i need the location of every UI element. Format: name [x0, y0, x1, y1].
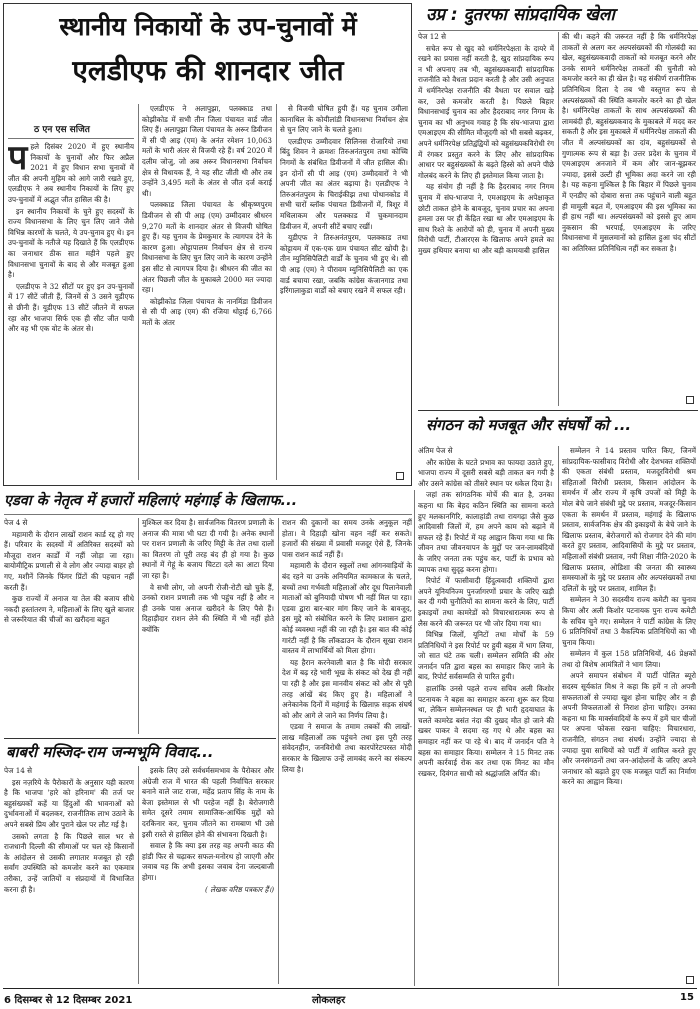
story2-column-2: [562, 32, 696, 402]
story1-paragraph: पलक्काड जिला पंचायत के श्रीकृष्णपुरम डिवीजन से सी पी आइ (एम) उम्मीदवार श्रीधरन 9,270 मतों के शानदार अंतर से विजयी घोषित हुए हैं। यह चुनाव के प्रेमकुमार के त्यागपत्र देने के कारण हुआ। ओट्टापालम निर्वाचन क्षेत्र से राज्य विधानसभा के लिए चुन लिए जाने के कारण उन्होंने इस सीट से त्यागपत्र दिया है। श्रीधरन की जीत का अंतर पिछली जीत के मुकाबले 2000 मत ज्यादा रहा।: [142, 200, 272, 295]
story5-column-rule: [138, 766, 139, 984]
story2-column-rule: [558, 32, 559, 406]
story1-column-rule: [276, 104, 277, 480]
story3-paragraph: हालांकि उनसे पहले राज्य सचिव अली किशोर पटनायक ने बहस का समाहार करना शुरू कर दिया था, लेकिन सम्मेलनस्थल पर ही भारी हृदयाघात के चलते कामरेड बसंत नंदा की दुखद मौत हो जाने की खबर पाकर वे सदमा रह गए थे और बहस का समाहार नहीं कर पा रहे थे। बाद में जनार्दन पति ने बहस का समाहार किया। सम्मेलन ने 15 मिनट तक अपनी कार्रवाई रोक कर तथा एक मिनट का मौन रखकर, दिवंगत साथी को श्रद्धांजलि अर्पित की।: [418, 684, 554, 778]
story4-paragraph: महामारी के दौरान लाखों राशन कार्ड रद्द हो गए हैं। परिवार के सदस्यों में अतिरिक्त सदस्यों को मौजूदा राशन कार्डों में नहीं जोड़ा जा रहा। बायोमीट्रिक प्रणाली से वे लोग और ज्यादा बाहर हो गए, मशीनें जिनके फिंगर प्रिंटों की पहचान नहीं करती हैं।: [4, 529, 134, 592]
story5-paragraph: इसके लिए उसे सर्वधर्मसमभाव के पैरोकार और अंग्रेजी राज में भारत की पहली निर्वाचित सरकार बनाने वाले जाट राजा, महेंद्र प्रताप सिंह के नाम के बेजा इस्तेमाल से भी परहेज नहीं है। बेरोजगारी समेत दूसरे तमाम सामाजिक-आर्थिक मुद्दों को दरकिनार कर, चुनाव जीतने का रामबाण भी उसे इसी रास्ते से हासिल होने की संभावना दिखती है।: [142, 766, 274, 839]
story4-paragraph: कुछ राज्यों में अनाज या तेल की बजाय सीधे नकदी हस्तांतरण ने, महिलाओं के लिए खुले बाजार से जरूरियात की चीजों का खरीदना बहुत: [4, 594, 134, 625]
story4-paragraph: महामारी के दौरान स्कूलों तथा आंगनवाड़ियों के बंद रहने या उनके अनियमित कामकाज के चलते, बच्चों तथा गर्भवती महिलाओं और दूध पिलानेवाली माताओं को बुनियादी पोषण भी नहीं मिल पा रहा। एडवा द्वारा बार-बार मांग किए जाने के बावजूद, इस मुद्दे को संबोधित करने के लिए प्रशासन द्वारा कोई व्यवस्था नहीं की जा रही है। इस बात की कोई गारंटी नहीं है कि लॉकडाउन के दौरान सूखा राशन वास्तव में लाभार्थियों को मिला होगा।: [282, 561, 412, 656]
story1-paragraph: हले दिसंबर 2020 में हुए स्थानीय निकायों के चुनावों और फिर अप्रैल 2021 में हुए विधान सभा चुनावों में जीत की अपनी मुहिम को आगे जारी रखते हुए, एलडीएफ ने अब स्थानीय निकायों के लिए हुए उप-चुनावों में अद्भुत जीत हासिल की है।: [8, 142, 134, 204]
story5-top-rule: [4, 738, 276, 739]
story2-continuation: पेज 12 से: [418, 32, 446, 41]
page-vertical-rule: [414, 490, 415, 986]
story5-headline: बाबरी मस्जिद-राम जन्मभूमि विवाद...: [6, 743, 214, 761]
story1-paragraph: कोझीकोड जिला पंचायत के नानमिंडा डिवीजन से सी पी आइ (एम) की रजिया थोट्टाई 6,766 मतों के अंतर: [142, 296, 272, 327]
story3-headline: संगठन को मजबूत और संघर्षों को ...: [426, 416, 632, 434]
story4-column-rule: [278, 518, 279, 984]
story5-paragraph: इस नज़रिये के पैरोकारों के अनुसार यही कारण है कि भाजपा 'हारे को हरिनाम' की तर्ज पर बहुसंख्यकों कहें या हिंदुओं की भावनाओं को दुर्भावनाओं में बदलकर, राजनीतिक लाभ उठाने के अपने सबसे प्रिय और पुराने खेल पर लौट गई है।: [4, 777, 134, 829]
footer-paper-name: लोकलहर: [312, 995, 346, 1006]
story3-paragraph: सम्मेलन में कुल 158 प्रतिनिधियों, 46 प्रेक्षकों तथा दो विशेष आमंत्रितों ने भाग लिया।: [562, 649, 696, 669]
story2-paragraph: सचेत रूप से खुद को धर्मनिरपेक्षता के दायरे में रखने का प्रयास नहीं करती है, खुद सांप्रदायिक रूप न भी अपनाए तब भी, बहुसंख्यकवादी सांप्रदायिक राजनीति को वैधता प्रदान करती है और उसी अनुपात में धर्मनिरपेक्ष राजनीति की वैधता पर सवाल खड़े कर, उसे कमजोर करती है। पिछले बिहार विधानसभाई चुनाव का और हैदराबाद नगर निगम के चुनाव का भी अनुभव गवाह है कि संघ-भाजपा द्वारा एमआइएम की सीमित मौजूदगी को भी सबसे बढ़कर, अपने धर्मनिरपेक्ष प्रतिद्वंद्वियों को बहुसंख्यकविरोधी रंग में रंगकर प्रस्तुत करने के लिए और सांप्रदायिक आधार पर बहुसंख्यकों के बढ़ते हिस्से को अपने पीछे गोलबंद करने के लिए ही इस्तेमाल किया जाता है।: [418, 43, 554, 180]
story2-top-rule: [418, 30, 698, 31]
story5-paragraph: उसको लगता है कि पिछले साल भर से राजधानी दिल्ली की सीमाओं पर चल रहे किसानों के आंदोलन से उसकी लगातार मजबूत हो रही सर्वांग उपस्थिति को कमजोर करने का एकमात्र तरीका, उन्हें जातियों व संप्रदायों में विभाजित करना ही है।: [4, 831, 134, 894]
story1-dropcap: प: [8, 142, 28, 178]
story5-column-2: [142, 766, 274, 984]
story4-paragraph: वे सभी लोग, जो अपनी रोजी-रोटी खो चुके हैं, उनको राशन प्रणाली तक भी पहुंच नहीं है और न ही उनके पास अनाज खरीदने के लिए पैसे हैं। दिहाड़ीदार राशन लेने की स्थिति में भी नहीं होते क्योंकि: [142, 582, 274, 634]
story1-column-rule: [138, 104, 139, 480]
story1-byline-rule: [8, 138, 134, 139]
story1-paragraph: इन स्थानीय निकायों के चुने हुए सदस्यों के राज्य विधानसभा के लिए चुन लिए जाने जैसे विभिन्न कारणों के चलते, ये उप-चुनाव हुए थे। इन उप-चुनावों के नतीजे यह दिखाते हैं कि एलडीएफ का जनाधार ठीक सात महीने पहले हुए विधानसभा चुनावों के बाद से और मजबूत हुआ है।: [8, 206, 134, 280]
story3-paragraph: सम्मेलन ने 30 सदस्यीय राज्य कमेटी का चुनाव किया और अली किशोर पटनायक पुनः राज्य कमेटी के सचिव चुने गए। सम्मेलन ने पार्टी कांग्रेस के लिए 6 प्रतिनिधियों तथा 3 वैकल्पिक प्रतिनिधियों का भी चुनाव किया।: [562, 595, 696, 647]
story1-paragraph: से विजयी घोषित हुयी हैं। यह चुनाव उमीला कानाथिल के कोयीलांडी विधानसभा निर्वाचन क्षेत्र से चुन लिए जाने के चलते हुआ।: [280, 104, 408, 135]
story3-paragraph: सम्मेलन ने 14 प्रस्ताव पारित किए, जिनमें सांप्रदायिक-फासीवाद विरोधी और देशभक्त शक्तियों की एकता संबंधी प्रस्ताव, मजदूरविरोधी श्रम संहिताओं विरोधी प्रस्ताव, किसान आंदोलन के समर्थन में और राज्य में कृषि उपजों को मिट्टी के मोल बेचे जाने संबंधी मुद्दे पर प्रस्ताव, मजदूर-किसान एकता के समर्थन में प्रस्ताव, महंगाई के खिलाफ प्रस्ताव, सार्वजनिक क्षेत्र की इकाइयों के बेचे जाने के खिलाफ प्रस्ताव, बेरोजगारों को रोजगार देने की मांग करते हुए प्रस्ताव, आदिवासियों के मुद्दे पर प्रस्ताव, महिलाओं संबंधी प्रस्ताव, नयी शिक्षा नीति-2020 के खिलाफ प्रस्ताव, ओडिशा की जनता की स्वास्थ्य समस्याओं के मुद्दे पर प्रस्ताव और अल्पसंख्यकों तथा दलितों के मुद्दे पर प्रस्ताव, शामिल हैं।: [562, 446, 696, 593]
story4-paragraph: मुश्किल कर दिया है। सार्वजनिक वितरण प्रणाली के अनाज की मात्रा भी घटा दी गयी है। अनेक स्थानों पर राशन प्रणाली के जरिए मिट्टी के तेल तथा दालों का वितरण तो पूरी तरह बंद ही हो गया है। कुछ स्थानों में गेहूं के बजाय चिटटा दले का आटा दिया जा रहा है।: [142, 518, 274, 580]
story4-top-rule: [4, 514, 412, 515]
story4-paragraph: यह हैरान करनेवाली बात है कि मोदी सरकार देश में बढ़ रहे भारी भूख के संकट को देख ही नहीं पा रही है और इस मानवीय संकट को और से पूरी तरह आंखें बंद किए हुए है। महिलाओं ने अनेकानेक दिनों में महंगाई के खिलाफ़ सड़क संघर्ष को और आगे ले जाने का निर्णय लिया है।: [282, 657, 412, 720]
story1-paragraph: एलडीएफ ने 32 सीटों पर हुए इन उप-चुनावों में 17 सीटें जीती हैं, जिनमें से 3 उसने यूडीएफ से छीनी हैं। यूडीएफ 13 सीटें जीतने में सफल रहा और भाजपा सिर्फ एक ही सीट जीत पायी और वह भी एक वोट के अंतर से।: [8, 281, 134, 334]
story5-continuation: पेज 14 से: [4, 766, 32, 775]
story2-headline: उप्र : दुतरफा सांप्रदायिक खेला: [426, 5, 615, 25]
story4-paragraph: राशन की दुकानों का समय उनके अनुकूल नहीं होता। वे दिहाड़ी खोना वहन नहीं कर सकते। हजारों की संख्या में प्रवासी मजदूर ऐसे हैं, जिनके पास राशन कार्ड नहीं हैं।: [282, 518, 412, 559]
story3-paragraph: जहां तक सांगठनिक मोर्चे की बात है, उनका कहना था कि बेहद कठिन स्थिति का सामना करते हुए मलकानगिरि, कालाहांडी तथा रायगढ़ा जैसे कुछ आदिवासी जिलों में, हम अपने काम को बढ़ाने में सफल रहे हैं। रिपोर्ट में यह आह्वान किया गया था कि जीवन तथा जीवनयापन के मुद्दों पर जन-लामबंदियों के जरिए जनता तक पहुंच कर, पार्टी के प्रभाव को व्यापक तथा सुदृढ़ करना होगा।: [418, 490, 554, 574]
story3-column-2: [562, 446, 696, 980]
story4-column-1: [4, 518, 134, 734]
end-of-story-mark: [686, 976, 694, 984]
story1-paragraph: यूडीएफ ने तिरुअनंतपुरम, पलक्काड तथा कोट्टायम में एक-एक ग्राम पंचायत सीट खोयी है। तीन म्युनिसिपैलिटी वार्डों के चुनाव भी हुए थे। सी पी आइ (एम) ने पीरावम म्युनिसिपैलिटी का एक वार्ड बचाया रखा, जबकि कांग्रेस कंजानगाड तथा इरिंगालाकुडा वार्डों को बचाए रखने में सफल रही।: [280, 233, 408, 296]
story5-paragraph: सवाल है कि क्या इस तरह वह अपनी काठ की हांडी फिर से चढ़ाकर सफल-मनोरथ हो जाएगी और जवाब यह कि अभी इसका जवाब देना जल्दबाजी होगा।: [142, 841, 274, 882]
story4-column-rule: [138, 518, 139, 734]
story3-paragraph: रिपोर्ट में फासीवादी हिंदुत्ववादी शक्तियों द्वारा अपने यूनियनिज्म पुनर्जागरणों प्रचार के जरिए खड़ी कर दी गयी चुनौतियों का सामना करने के लिए, पार्टी इकाइयों तथा कामरेडों को विचारधारात्मक रूप से लैस करने की जरूरत पर भी जोर दिया गया था।: [418, 576, 554, 628]
story4-column-2: [142, 518, 274, 734]
story2-column-1: [418, 32, 554, 408]
footer-page-number: 15: [680, 992, 694, 1003]
story3-top-rule: [418, 410, 698, 411]
story3-paragraph: और कांग्रेस के घटते प्रभाव का फायदा उठाते हुए, भाजपा राज्य में दूसरी सबसे बड़ी ताकत बन गयी है और उसने कांग्रेस को तीसरे स्थान पर धकेल दिया है।: [418, 457, 554, 488]
story1-headline-line1: स्थानीय निकायों के उप-चुनावों में: [59, 12, 357, 41]
story5-column-1: [4, 766, 134, 984]
story4-column-3: [282, 518, 412, 982]
story1-byline: ठ एन एस सजित: [34, 125, 90, 135]
story1-headline-line2: एलडीएफ की शानदार जीत: [72, 54, 344, 87]
end-of-story-mark: [396, 472, 404, 480]
story2-paragraph: की थी। कहने की जरूरत नहीं है कि धर्मनिरपेक्ष ताकतों से अलग कर अल्पसंख्यकों की गोलबंदी का खेल, बहुसंख्यकवादी ताकतों को मजबूत करने और उनके सामने धर्मनिरपेक्ष ताकतों की चुनौती को कमजोर करने का ही खेल है। यह संकीर्ण राजनीतिक प्रतिनिधित्व दिला दे तब भी वस्तुगत रूप से अल्पसंख्यकों की स्थिति कमजोर करने का ही खेल है। धर्मनिरपेक्ष ताकतों के साथ अल्पसंख्यकों की लामबंदी ही, बहुसंख्यकवाद के मुकाबले में मदद कर सकती है और इस मुकाबले में धर्मनिरपेक्ष ताकतों की जीत में अल्पसंख्यकों का दांव, बहुसंख्यकों से गुणात्मक रूप से बड़ा है। उत्तर प्रदेश के चुनाव में एमआइएम अनजाने में कम और जान-बूझकर ज्यादा, इससे उल्टी ही भूमिका अदा करने जा रही है। यह कहना मुश्किल है कि बिहार में पिछले चुनाव में एनडीए को दोबारा सत्ता तक पहुंचाने वाली बहुत ही मामूली बढ़त में, एमआइएम की इस भूमिका का ही हाथ नहीं था। अल्पसंख्यकों को इससे हुए आम नुकसान की भरपाई, एमआइएम के जरिए विधानसभा में मुसलमानों को हासिल हुआ चंद सीटों का अतिरिक्त प्रतिनिधित्व नहीं कर सकता है।: [562, 32, 696, 253]
story3-paragraph: अपने समापन संबोधन में पार्टी पोलित ब्यूरो सदस्य सूर्यकांत मिश्र ने कहा कि हमें न तो अपनी सफलताओं से ज्यादा खुश होना चाहिए और न ही अपनी विफलताओं से निराश होना चाहिए। उनका कहना था कि मार्क्सवादियों के रूप में हमें चार चीजों पर अपना फोकस रखना चाहिए: विचारधारा, राजनीति, संगठन तथा संघर्ष। उन्होंने ज्यादा से ज्यादा युवा साथियों को पार्टी में शामिल करते हुए और जनसंगठनों तथा जन-आंदोलनों के जरिए अपने जनाधार को बढ़ाते हुए एक मजबूत पार्टी का निर्माण करने का आह्वान किया।: [562, 671, 696, 787]
story3-column-1: [418, 446, 554, 986]
story3-continuation: अंतिम पेज से: [418, 446, 453, 455]
story4-continuation: पेज 4 से: [4, 518, 28, 527]
footer-rule: [3, 988, 697, 989]
story4-paragraph: एडवा ने समाज के तमाम तबकों की लाखों-लाख महिलाओं तक पहुंचने तथा इस पूरी तरह संवेदनहीन, जनविरोधी तथा कारपोरेटपरस्त मोदी सरकार के खिलाफ उन्हें लामबंद करने का संकल्प लिया है।: [282, 722, 412, 774]
story5-author-note: ( लेखक वरिष्ठ पत्रकार हैं।): [205, 884, 274, 894]
story4-headline: एडवा के नेतृत्व में हजारों महिलाएं महंगाई के खिलाफ...: [4, 493, 298, 509]
story1-paragraph: एलडीएफ उम्मीदवार सिलिनस रोजारियो तथा बिंदु शिवन ने क्रमशः तिरुअनंतपुरम तथा कोच्चि निगमों के संबंधित डिवीजनों में जीत हासिल की। इन दोनों सी पी आइ (एम) उम्मीदवारों ने भी अपनी जीत का अंतर बढ़ाया है। एलडीएफ ने तिरुअनंतपुरम के चिराईकीझ तथा पोथानकोड में सभी चारों ब्लॉक पंचायत डिवीजनों में, त्रिशूर में मथिलाकम और पलक्काड में चुकमानदाम डिवीजन में, अपनी सीटें बचाए रखीं।: [280, 136, 408, 231]
story2-paragraph: यह संयोग ही नहीं है कि हैदराबाद नगर निगम चुनाव में संघ-भाजपा ने, एमआइएम के अपेक्षाकृत छोटी ताकत होने के बावजूद, चुनाव प्रचार का अपना हमला उस पर ही केंद्रित रखा था और एमआइएम के साथ रिश्ते के आरोपों को ही, चुनाव में अपनी मुख्य विरोधी पार्टी, टीआरएस के खिलाफ अपने हमले का मुख्य हथियार बनाया था और बड़ी कामयाबी हासिल: [418, 182, 554, 255]
footer-date: 6 दिसम्बर से 12 दिसम्बर 2021: [4, 995, 133, 1006]
story3-paragraph: विभिन्न जिलों, यूनिटों तथा मोर्चों के 59 प्रतिनिधियों ने इस रिपोर्ट पर हुयी बहस में भाग लिया, जो सात घंटे तक चली। सम्मेलन समिति की ओर जनार्दन पति द्वारा बहस का समाहार किए जाने के बाद, रिपोर्ट सर्वसम्मति से पारित हुयी।: [418, 630, 554, 682]
story1-column-2: [142, 104, 272, 480]
story1-column-3: [280, 104, 408, 474]
story3-column-rule: [558, 446, 559, 986]
end-of-story-mark: [686, 396, 694, 404]
story1-paragraph: एलडीएफ ने अलापुझा, पलक्काड तथा कोझीकोड में सभी तीन जिला पंचायत वार्ड जीत लिए हैं। अलापुझा जिला पंचायत के अरूर डिवीजन में सी पी आइ (एम) के अनंत रमेशन 10,063 मतों के भारी अंतर से विजयी रहे हैं। वर्ष 2020 में दलीम जोजु, जो अब अरूर विधानसभा निर्वाचन क्षेत्र से विधायक हैं, ने यह सीट जीती थी और तब उन्होंने 3,495 मतों के अंतर से जीत दर्ज कराई थी।: [142, 104, 272, 198]
story1-column-1: [8, 142, 134, 480]
